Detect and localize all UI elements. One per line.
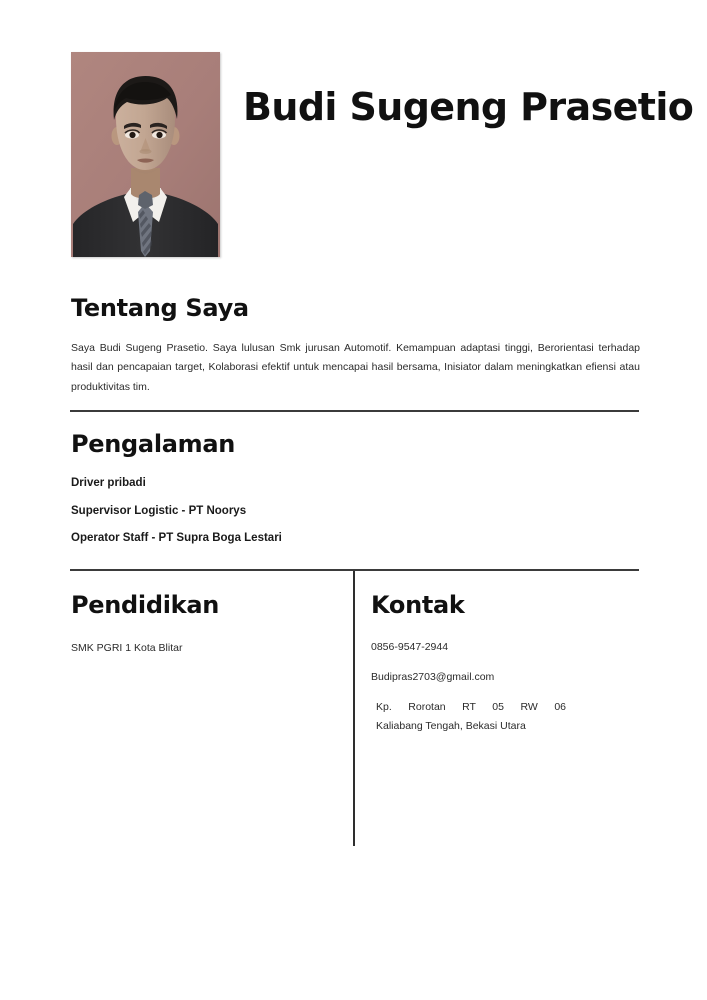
education-heading: Pendidikan [71,591,220,619]
resume-header [71,52,694,258]
contact-heading: Kontak [371,591,465,619]
contact-address-line-1: Kp. Rorotan RT 05 RW 06 [376,701,566,714]
divider-between-columns [353,571,355,846]
experience-heading: Pengalaman [71,430,236,458]
section-about [71,294,640,408]
about-paragraph: Saya Budi Sugeng Prasetio. Saya lulusan Smk jurusan Automotif. Kemampuan adaptasi tinggi, Berorientasi terhadap hasil dan pencapaian target, Kolaborasi efektif untuk mencapai hasil bersama, Inisiator dalam meningkatkan efiensi atau produktivitas tim. [71,341,640,393]
experience-item: Driver pribadi [71,476,146,489]
contact-phone: 0856-9547-2944 [371,640,449,653]
profile-photo [71,52,220,257]
section-education [71,591,336,657]
portrait-illustration [71,52,220,257]
page-title: Budi Sugeng Prasetio [243,85,694,130]
section-experience [71,430,640,546]
experience-item: Operator Staff - PT Supra Boga Lestari [71,532,282,545]
contact-address [371,698,566,735]
education-item: SMK PGRI 1 Kota Blitar [71,641,183,654]
experience-item: Supervisor Logistic - PT Noorys [71,504,247,517]
contact-email: Budipras2703@gmail.com [371,670,495,683]
contact-address-line-2: Kaliabang Tengah, Bekasi Utara [376,719,526,732]
about-heading: Tentang Saya [71,294,249,322]
section-contact [371,591,639,735]
divider-above-experience [70,410,639,412]
